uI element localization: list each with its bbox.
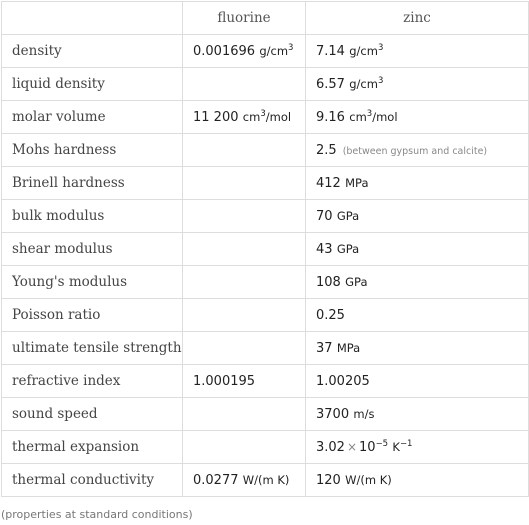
value-unit [349, 77, 383, 91]
fluorine-value [183, 365, 306, 398]
zinc-value [306, 464, 529, 497]
unit-superscript: 3 [377, 76, 384, 86]
row-molar-volume [2, 101, 529, 134]
row-label: shear modulus [2, 233, 183, 266]
row-liquid-density [2, 68, 529, 101]
exponent: −5 [375, 439, 389, 449]
value-unit: GPa [336, 242, 360, 256]
value-number: 120 [316, 473, 341, 488]
unit-superscript: 3 [377, 43, 384, 53]
row-label: density [2, 35, 183, 68]
value-number: 2.5 [316, 143, 337, 158]
zinc-value [306, 233, 529, 266]
value-number: 0.25 [316, 308, 345, 323]
value-number: 108 [316, 275, 341, 290]
zinc-value [306, 299, 529, 332]
unit-text: K [392, 440, 400, 454]
unit-text: g/cm [349, 77, 378, 91]
zinc-value [306, 35, 529, 68]
zinc-value [306, 332, 529, 365]
row-label: thermal conductivity [2, 464, 183, 497]
value-unit [243, 110, 291, 124]
row-thermal-expansion [2, 431, 529, 464]
fluorine-value [183, 134, 306, 167]
row-sound-speed [2, 398, 529, 431]
base-text: 10 [359, 440, 376, 455]
value-unit: MPa [345, 176, 369, 190]
value-mantissa: 3.02 [316, 440, 345, 455]
fluorine-value [183, 431, 306, 464]
row-shear-modulus [2, 233, 529, 266]
fluorine-value [183, 101, 306, 134]
unit-text: g/cm [349, 44, 378, 58]
value-unit [259, 44, 293, 58]
header-fluorine: fluorine [183, 2, 306, 35]
value-unit: MPa [336, 341, 361, 355]
row-label: Mohs hardness [2, 134, 183, 167]
value-number: 412 [316, 176, 341, 191]
row-label: refractive index [2, 365, 183, 398]
zinc-value [306, 431, 529, 464]
value-exponent-base [359, 440, 388, 455]
row-youngs-modulus [2, 266, 529, 299]
fluorine-value [183, 167, 306, 200]
value-unit: W/(m K) [242, 473, 290, 487]
header-row [2, 2, 529, 35]
value-number: 0.001696 [193, 44, 256, 59]
value-number: 43 [316, 242, 333, 257]
row-label: Poisson ratio [2, 299, 183, 332]
value-number: 6.57 [316, 77, 345, 92]
header-zinc: zinc [306, 2, 529, 35]
unit-superscript: 3 [260, 109, 266, 119]
zinc-value [306, 101, 529, 134]
fluorine-value [183, 332, 306, 365]
fluorine-value [183, 233, 306, 266]
row-refractive-index [2, 365, 529, 398]
value-number: 70 [316, 209, 333, 224]
row-density [2, 35, 529, 68]
value-number: 7.14 [316, 44, 345, 59]
row-mohs-hardness [2, 134, 529, 167]
zinc-value [306, 200, 529, 233]
row-brinell-hardness [2, 167, 529, 200]
times-sign: × [346, 440, 358, 454]
value-unit [349, 110, 397, 124]
value-unit: m/s [353, 407, 375, 421]
value-number: 1.00205 [316, 374, 370, 389]
unit-superscript: −1 [399, 439, 413, 449]
value-number: 3700 [316, 407, 350, 422]
fluorine-value [183, 68, 306, 101]
properties-table [1, 1, 529, 497]
header-empty-cell [2, 2, 183, 35]
value-unit: W/(m K) [345, 473, 392, 487]
value-unit [349, 44, 383, 58]
row-poisson-ratio [2, 299, 529, 332]
unit-suffix: /mol [372, 110, 398, 124]
unit-suffix: /mol [265, 110, 292, 124]
fluorine-value [183, 200, 306, 233]
row-label: liquid density [2, 68, 183, 101]
value-number: 1.000195 [193, 374, 256, 389]
value-note: (between gypsum and calcite) [342, 146, 488, 157]
fluorine-value [183, 299, 306, 332]
value-number: 0.0277 [193, 473, 239, 488]
zinc-value [306, 365, 529, 398]
row-label: sound speed [2, 398, 183, 431]
zinc-value [306, 68, 529, 101]
row-label: molar volume [2, 101, 183, 134]
zinc-value [306, 134, 529, 167]
fluorine-value [183, 398, 306, 431]
zinc-value [306, 167, 529, 200]
fluorine-value [183, 464, 306, 497]
value-number: 11 200 [193, 110, 239, 125]
unit-superscript: 3 [366, 109, 373, 119]
fluorine-value [183, 35, 306, 68]
zinc-value [306, 398, 529, 431]
unit-text: cm [242, 110, 261, 124]
fluorine-value [183, 266, 306, 299]
value-number: 9.16 [316, 110, 345, 125]
row-label: Young's modulus [2, 266, 183, 299]
unit-superscript: 3 [288, 43, 294, 53]
row-label: ultimate tensile strength [2, 332, 183, 365]
row-label: bulk modulus [2, 200, 183, 233]
unit-text: cm [349, 110, 367, 124]
row-label: Brinell hardness [2, 167, 183, 200]
row-thermal-conductivity [2, 464, 529, 497]
value-unit: GPa [345, 275, 368, 289]
unit-text: g/cm [259, 44, 289, 58]
value-unit: GPa [336, 209, 360, 223]
row-ultimate-tensile-strength [2, 332, 529, 365]
zinc-value [306, 266, 529, 299]
row-label: thermal expansion [2, 431, 183, 464]
value-unit [392, 440, 412, 454]
value-number: 37 [316, 341, 333, 356]
row-bulk-modulus [2, 200, 529, 233]
footnote: (properties at standard conditions) [1, 508, 193, 521]
